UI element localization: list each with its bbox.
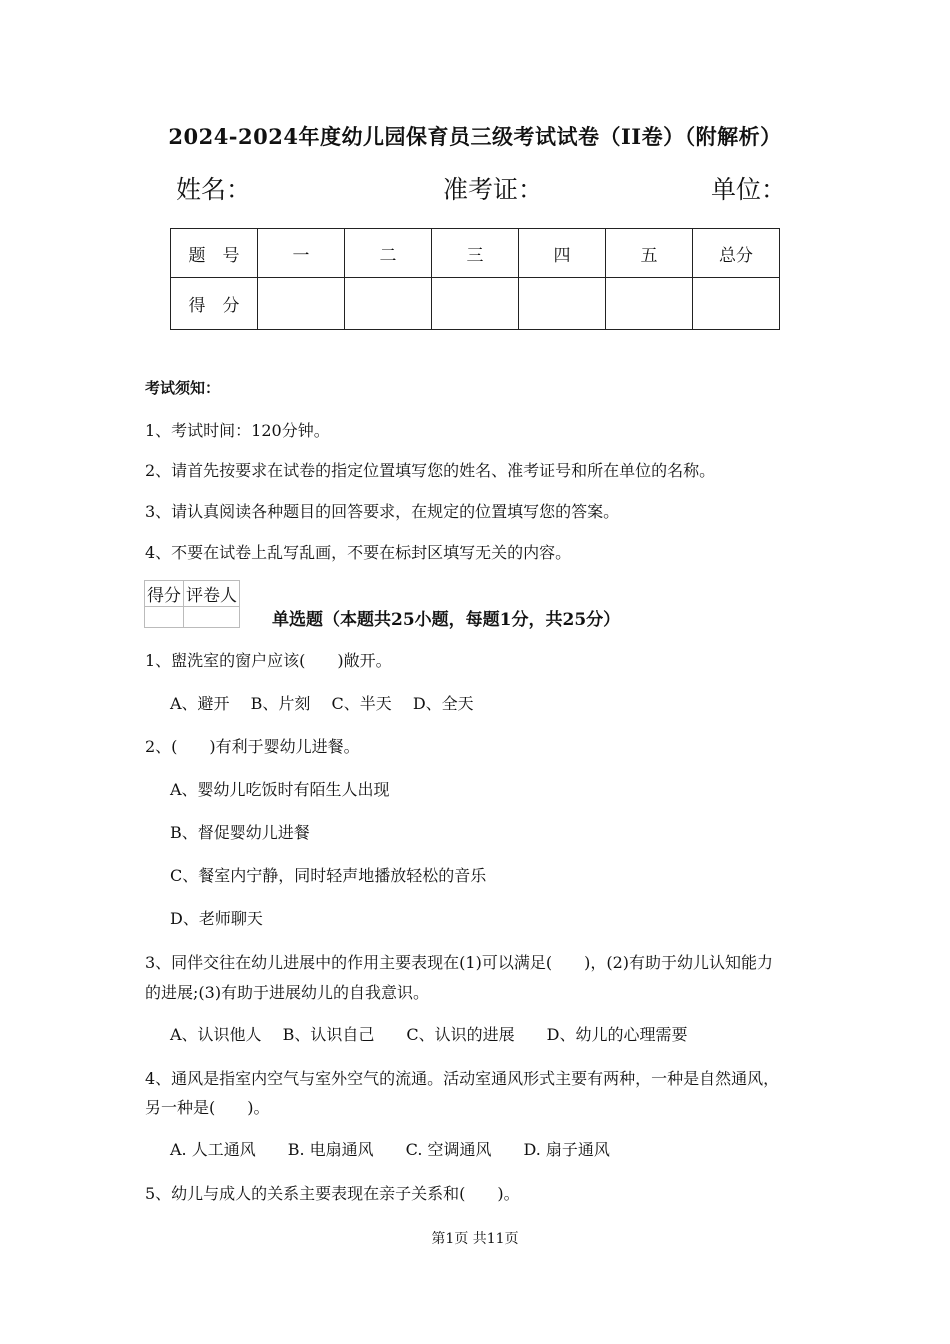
- score-header-label: 题 号: [171, 229, 258, 278]
- name-field-label: 姓名：: [176, 175, 252, 204]
- note-item: 3、请认真阅读各种题目的回答要求，在规定的位置填写您的答案。: [145, 502, 620, 521]
- score-table-header-row: [171, 229, 780, 278]
- question-options: A、认识他人 B、认识自己 C、认识的进展 D、幼儿的心理需要: [170, 1025, 688, 1044]
- grader-name-cell[interactable]: [184, 607, 240, 628]
- question-stem: 另一种是( )。: [145, 1098, 270, 1117]
- score-cell[interactable]: [519, 278, 606, 330]
- score-header-cell: 总分: [693, 229, 780, 278]
- question-option: C、餐室内宁静，同时轻声地播放轻松的音乐: [170, 866, 487, 885]
- note-item: 2、请首先按要求在试卷的指定位置填写您的姓名、准考证号和所在单位的名称。: [145, 461, 716, 480]
- score-header-cell: 三: [432, 229, 519, 278]
- score-header-cell: 四: [519, 229, 606, 278]
- grader-box: [144, 580, 240, 628]
- unit-field-label: 单位：: [711, 175, 787, 204]
- question-options: A. 人工通风 B. 电扇通风 C. 空调通风 D. 扇子通风: [170, 1140, 610, 1159]
- score-cell[interactable]: [345, 278, 432, 330]
- question-stem: 1、盥洗室的窗户应该( )敞开。: [145, 651, 392, 670]
- score-cell[interactable]: [432, 278, 519, 330]
- question-stem: 3、同伴交往在幼儿进展中的作用主要表现在(1)可以满足( )，(2)有助于幼儿认知能力: [145, 953, 773, 972]
- exam-id-field-label: 准考证：: [443, 175, 544, 204]
- score-row-label: 得 分: [171, 278, 258, 330]
- question-option: D、老师聊天: [170, 909, 263, 928]
- score-header-cell: 二: [345, 229, 432, 278]
- grader-score-cell[interactable]: [145, 607, 184, 628]
- score-header-cell: 五: [606, 229, 693, 278]
- grader-name-label: 评卷人: [184, 581, 240, 607]
- question-option: A、婴幼儿吃饭时有陌生人出现: [170, 780, 390, 799]
- score-header-cell: 一: [258, 229, 345, 278]
- question-option: B、督促婴幼儿进餐: [170, 823, 310, 842]
- score-cell[interactable]: [606, 278, 693, 330]
- question-stem: 5、幼儿与成人的关系主要表现在亲子关系和( )。: [145, 1184, 520, 1203]
- question-options: A、避开 B、片刻 C、半天 D、全天: [170, 694, 474, 713]
- grader-score-label: 得分: [145, 581, 184, 607]
- exam-title: 2024-2024年度幼儿园保育员三级考试试卷（II卷）（附解析）: [168, 124, 782, 149]
- score-cell[interactable]: [258, 278, 345, 330]
- question-stem: 4、通风是指室内空气与室外空气的流通。活动室通风形式主要有两种，一种是自然通风，: [145, 1069, 780, 1088]
- score-table-score-row: [171, 278, 780, 330]
- note-item: 1、考试时间：120分钟。: [145, 421, 330, 440]
- section-title: 单选题（本题共25小题，每题1分，共25分）: [272, 610, 621, 630]
- question-stem: 的进展;(3)有助于进展幼儿的自我意识。: [145, 983, 430, 1002]
- question-stem: 2、( )有利于婴幼儿进餐。: [145, 737, 360, 756]
- note-item: 4、不要在试卷上乱写乱画，不要在标封区填写无关的内容。: [145, 543, 572, 562]
- score-cell[interactable]: [693, 278, 780, 330]
- notes-heading: 考试须知：: [145, 379, 221, 397]
- page-number: 第1页 共11页: [431, 1231, 519, 1247]
- score-table: [170, 228, 780, 330]
